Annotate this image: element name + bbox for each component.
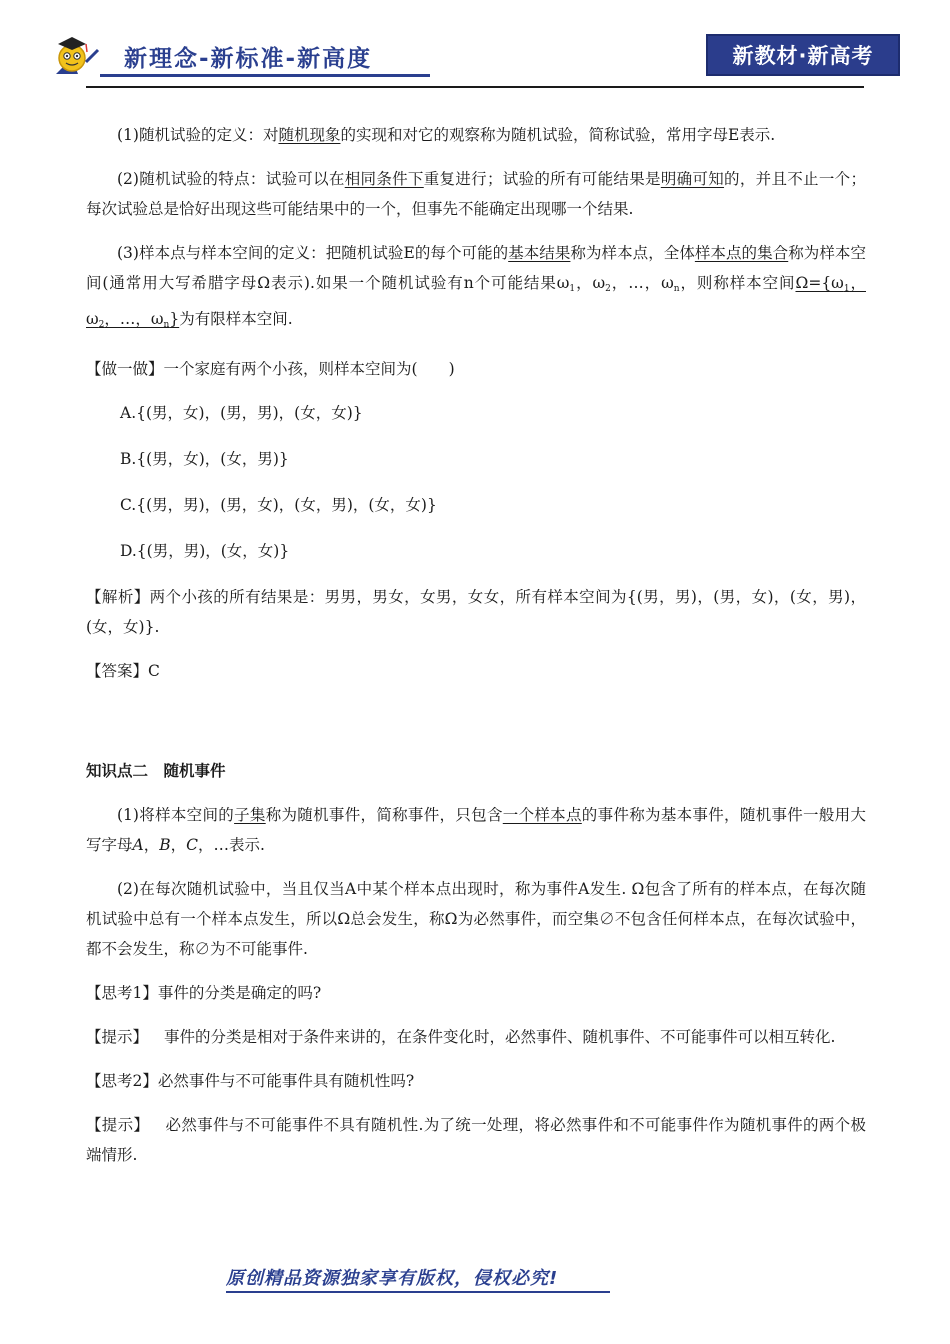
footer-underline bbox=[226, 1291, 610, 1293]
exercise-answer: 【答案】C bbox=[86, 662, 160, 680]
hint-2-tag: 【提示】 bbox=[86, 1116, 150, 1134]
brand-badge: 新教材·新高考 bbox=[706, 34, 900, 76]
exercise-tag: 【做一做】 bbox=[86, 360, 164, 378]
document-body bbox=[86, 120, 866, 1184]
underlined-term: 一个样本点 bbox=[502, 806, 582, 824]
paragraph-random-event-definition: (1)将样本空间的子集称为随机事件，简称事件，只包含一个样本点的事件称为基本事件，随机事件一般用大写字母A，B，C，…表示. bbox=[86, 806, 866, 854]
page-header bbox=[0, 0, 950, 92]
paragraph-random-experiment-definition: (1)随机试验的定义：对随机现象的实现和对它的观察称为随机试验，简称试验，常用字母E表示. bbox=[117, 126, 776, 144]
sample-space-formula: $\Omega=\{\omega_1$，$\omega_2$，…，$\omega_n$} bbox=[86, 274, 866, 330]
slogan-underline bbox=[100, 74, 430, 77]
option-d: D.{(男，男)，(女，女)} bbox=[120, 542, 290, 560]
think-2-tag: 【思考2】 bbox=[86, 1072, 158, 1090]
analysis-tag: 【解析】 bbox=[86, 588, 150, 606]
hint-2: 【提示】 必然事件与不可能事件不具有随机性.为了统一处理，将必然事件和不可能事件作为随机事件的两个极端情形. bbox=[86, 1116, 866, 1164]
underlined-term: 相同条件下 bbox=[344, 170, 424, 188]
page-footer bbox=[226, 1264, 610, 1300]
copyright-notice: 原创精品资源独家享有版权，侵权必究! bbox=[226, 1268, 559, 1289]
header-divider bbox=[86, 86, 864, 88]
option-c: C.{(男，男)，(男，女)，(女，男)，(女，女)} bbox=[120, 496, 437, 514]
underlined-term: 明确可知 bbox=[660, 170, 725, 188]
slogan-banner bbox=[100, 34, 430, 78]
hint-1: 【提示】 事件的分类是相对于条件来讲的，在条件变化时，必然事件、随机事件、不可能事件可以相互转化. bbox=[86, 1028, 836, 1046]
think-1: 【思考1】事件的分类是确定的吗? bbox=[86, 984, 322, 1002]
answer-tag: 【答案】 bbox=[86, 662, 149, 680]
hint-1-tag: 【提示】 bbox=[86, 1028, 149, 1046]
exercise-question: 【做一做】一个家庭有两个小孩，则样本空间为( ) bbox=[86, 360, 455, 378]
paragraph-certain-impossible-events: (2)在每次随机试验中，当且仅当A中某个样本点出现时，称为事件A发生. Ω包含了所有的样本点，在每次随机试验中总有一个样本点发生，所以Ω总会发生，称Ω为必然事件，而空集∅不包含任何样本点，在每次试验中，都不会发生，称∅为不可能事件. bbox=[86, 880, 866, 958]
exercise-analysis: 【解析】两个小孩的所有结果是：男男，男女，女男，女女，所有样本空间为{(男，男)，(男，女)，(女，男)，(女，女)}. bbox=[86, 588, 866, 636]
option-b: B.{(男，女)，(女，男)} bbox=[120, 450, 289, 468]
underlined-term: 随机现象 bbox=[278, 126, 341, 144]
underlined-term: 样本点的集合 bbox=[694, 244, 789, 262]
think-1-tag: 【思考1】 bbox=[86, 984, 158, 1002]
think-2: 【思考2】必然事件与不可能事件具有随机性吗? bbox=[86, 1072, 415, 1090]
paragraph-sample-space-definition: (3)样本点与样本空间的定义：把随机试验E的每个可能的基本结果称为样本点，全体样本点的集合称为样本空间(通常用大写希腊字母Ω表示).如果一个随机试验有n个可能结果$\omega_1$，$\omega_2$，…，$\omega_n$，则称样本空间$\Omega=\{\omega_1$，$\omega_2$，…，$\omega_n$}为有限样本空间. bbox=[86, 244, 866, 330]
paragraph-random-experiment-features: (2)随机试验的特点：试验可以在相同条件下重复进行；试验的所有可能结果是明确可知的，并且不止一个；每次试验总是恰好出现这些可能结果中的一个，但事先不能确定出现哪一个结果. bbox=[86, 170, 866, 218]
underlined-term: 基本结果 bbox=[508, 244, 571, 262]
slogan-text: 新理念-新标准-新高度 bbox=[124, 46, 373, 72]
section-title-random-events: 知识点二 随机事件 bbox=[86, 762, 226, 780]
option-a: A.{(男，女)，(男，男)，(女，女)} bbox=[120, 404, 363, 422]
underlined-term: 子集 bbox=[234, 806, 266, 824]
